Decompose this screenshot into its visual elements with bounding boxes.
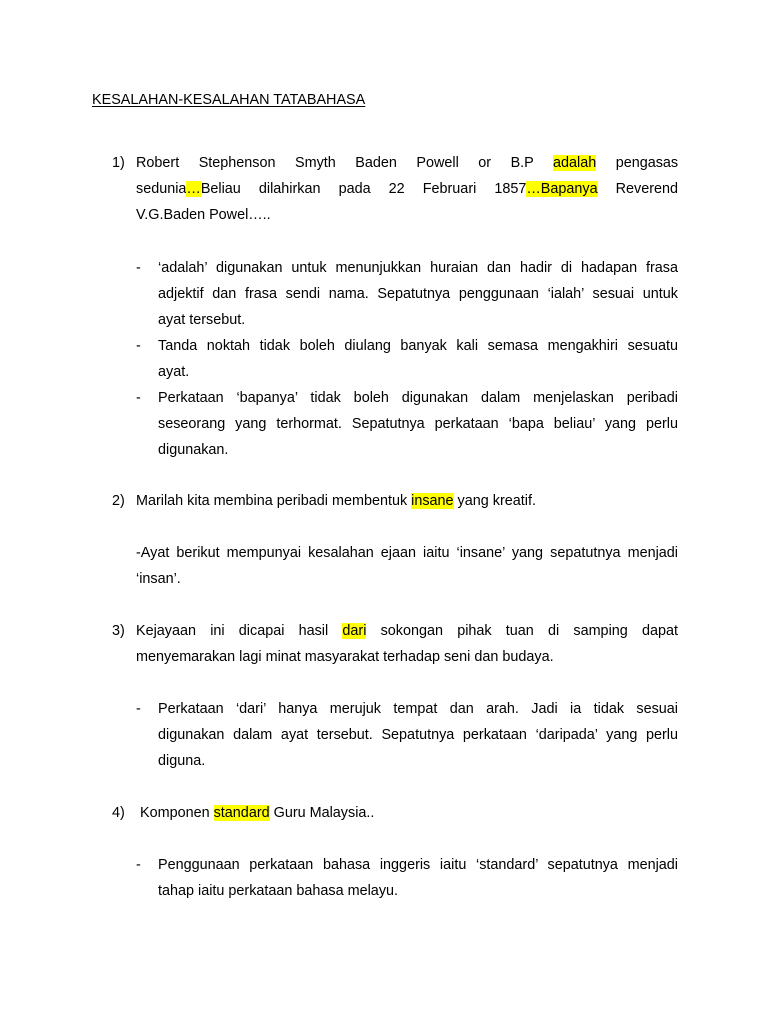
bullet-text [158,385,678,463]
bullet-dash: - [136,260,141,276]
word: Robert [136,155,180,171]
list-item-2 [112,488,678,514]
highlighted-word: insane [411,493,454,509]
bullet-text [158,852,678,904]
list-item-4 [112,800,678,826]
text-line: Penggunaan perkataan bahasa inggeris iaitu ‘standard’ sepatutnya menjadi [158,857,678,873]
word: Powell [416,155,459,171]
text-line: Marilah kita membina peribadi membentuk insane yang kreatif. [136,493,536,509]
highlighted-word: dari [342,623,367,639]
bullet-item [136,255,678,333]
text-line: -Ayat berikut mempunyai kesalahan ejaan iaitu ‘insane’ yang sepatutnya menjadi [136,545,678,561]
word: 1857…Bapanya [494,181,598,197]
list-item-text [136,618,678,670]
word: Baden [355,155,397,171]
text-line: diguna. [158,753,206,769]
item-2-note [136,540,678,592]
highlighted-word: …Bapanya [526,181,598,197]
list-item-text [136,800,678,826]
word: dilahirkan [258,181,321,197]
word: sedunia…Beliau [136,181,241,197]
highlighted-word: standard [213,805,270,821]
list-item-text [136,488,678,514]
bullet-dash: - [136,390,141,406]
word: pada [338,181,371,197]
text-line: Kejayaan ini dicapai hasil dari sokongan pihak tuan di samping dapat [136,623,678,639]
list-number: 4) [112,805,125,821]
highlighted-ellipsis: … [186,181,201,197]
word: 22 [388,181,405,197]
text-line: ‘adalah’ digunakan untuk menunjukkan huraian dan hadir di hadapan frasa [158,260,679,276]
text-line: V.G.Baden Powel….. [136,207,271,223]
text-line [136,176,678,202]
text-line: Perkataan ‘bapanya’ tidak boleh digunakan dalam menjelaskan peribadi [158,390,678,406]
list-item-3 [112,618,678,670]
text-line: Komponen standard Guru Malaysia.. [136,805,375,821]
word: Smyth [295,155,336,171]
list-item-text [136,150,678,228]
text-line: Tanda noktah tidak boleh diulang banyak kali semasa mengakhiri sesuatu [158,338,678,354]
list-number: 3) [112,623,125,639]
bullet-text [158,333,678,385]
bullet-dash: - [136,701,141,717]
bullet-text [158,696,678,774]
bullet-item [136,852,678,904]
word: Reverend [615,181,679,197]
text-line: menyemarakan lagi minat masyarakat terhadap seni dan budaya. [136,649,554,665]
text-line: digunakan dalam ayat tersebut. Sepatutnya perkataan ‘daripada’ yang perlu [158,727,678,743]
word: or [478,155,492,171]
bullet-item [136,333,678,385]
text-line: tahap iaitu perkataan bahasa melayu. [158,883,399,899]
document-title: KESALAHAN-KESALAHAN TATABAHASA [92,92,366,108]
list-item-1 [112,150,678,228]
text-line [136,150,678,176]
list-number: 1) [112,155,125,171]
word: Stephenson [198,155,276,171]
text-line: ‘insan’. [136,571,181,587]
bullet-dash: - [136,338,141,354]
word: Februari [422,181,477,197]
text-line: seseorang yang terhormat. Sepatutnya perkataan ‘bapa beliau’ yang perlu [158,416,678,432]
word: B.P [510,155,534,171]
text-line: ayat tersebut. [158,312,246,328]
highlighted-word: adalah [552,155,597,171]
text-line: adjektif dan frasa sendi nama. Sepatutnya penggunaan ‘ialah’ sesuai untuk [158,286,678,302]
bullet-dash: - [136,857,141,873]
text-line: Perkataan ‘dari’ hanya merujuk tempat dan arah. Jadi ia tidak sesuai [158,701,678,717]
bullet-item [136,696,678,774]
bullet-text [158,255,678,333]
bullet-item [136,385,678,463]
text-line: ayat. [158,364,190,380]
text-line: digunakan. [158,442,229,458]
word: pengasas [615,155,679,171]
list-number: 2) [112,493,125,509]
